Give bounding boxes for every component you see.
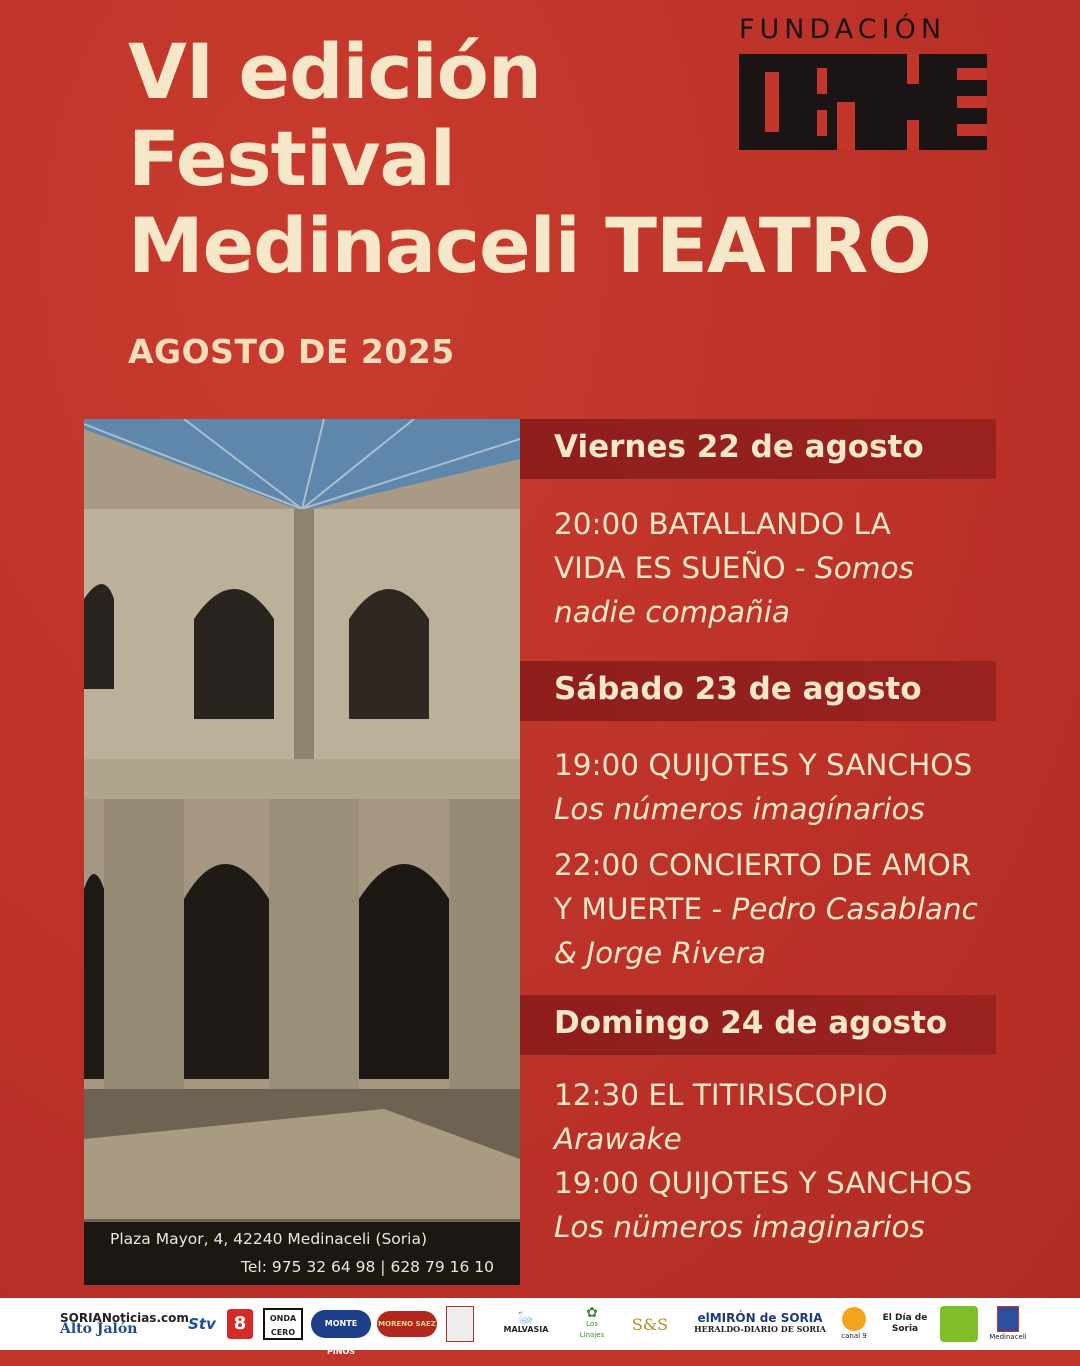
venue-info bbox=[84, 1222, 520, 1285]
sponsor-miron: elMIRÓN de SORIA bbox=[697, 1311, 823, 1325]
event-text: VIDA ES SUEÑO - bbox=[554, 551, 816, 585]
sponsor-soria-noticias bbox=[60, 1304, 189, 1344]
festival-dates: AGOSTO DE 2025 bbox=[128, 332, 455, 371]
sponsor-onda-cero: ONDA CERO bbox=[263, 1308, 303, 1340]
title-line-2: Festival bbox=[128, 114, 455, 203]
event-line: 12:30 EL TITIRISCOPIO bbox=[554, 1078, 888, 1112]
event-line bbox=[554, 887, 1014, 931]
sponsor-canal8: 8 bbox=[227, 1309, 253, 1339]
event-quijotes-sat bbox=[554, 743, 1014, 831]
day-label: Domingo 24 de agosto bbox=[554, 1005, 948, 1041]
sponsor-text: Alto Jalón bbox=[60, 1321, 138, 1337]
flower-icon: ✿ bbox=[586, 1304, 598, 1321]
title-line-3: Medinaceli TEATRO bbox=[128, 201, 931, 290]
sponsor-text: SORIANoticias.com bbox=[60, 1311, 189, 1325]
event-concierto bbox=[554, 843, 1014, 975]
day-label: Viernes 22 de agosto bbox=[554, 429, 924, 465]
event-company: Los números imagínarios bbox=[554, 792, 925, 826]
sponsor-el-dia: El Día de Soria bbox=[882, 1313, 928, 1334]
venue-address: Plaza Mayor, 4, 42240 Medinaceli (Soria) bbox=[110, 1230, 427, 1248]
sponsor-medinaceli: Medinaceli bbox=[989, 1332, 1027, 1341]
event-line: 19:00 QUIJOTES Y SANCHOS bbox=[554, 1166, 973, 1200]
sponsor-green-logo-icon bbox=[940, 1306, 978, 1342]
sponsor-monte-pinos: MONTE PINOS bbox=[311, 1310, 371, 1338]
sponsor-linajes: Los Linajes bbox=[579, 1319, 605, 1339]
sponsor-heraldo: HERALDO-DIARIO DE SORIA bbox=[694, 1324, 826, 1334]
event-company: nadie compañia bbox=[554, 595, 790, 629]
sponsor-ss: S&S bbox=[631, 1314, 669, 1334]
sponsor-malvasia: MALVASIA bbox=[503, 1325, 549, 1334]
event-titiriscopio bbox=[554, 1073, 1014, 1161]
event-line bbox=[554, 546, 1014, 590]
day-label: Sábado 23 de agosto bbox=[554, 671, 922, 707]
day-band-sunday bbox=[520, 995, 996, 1055]
sponsor-portrait-icon bbox=[446, 1306, 474, 1342]
sponsor-canal9: canal 9 bbox=[841, 1331, 867, 1340]
logo-fundacion-text: FUNDACIÓN bbox=[739, 14, 947, 45]
event-line bbox=[554, 1205, 1014, 1249]
fundacion-dearte-logo bbox=[733, 14, 995, 189]
venue-phone: Tel: 975 32 64 98 | 628 79 16 10 bbox=[241, 1258, 494, 1276]
cloister-photo bbox=[84, 419, 520, 1285]
event-line: 20:00 BATALLANDO LA bbox=[554, 507, 891, 541]
event-text: Y MUERTE - bbox=[554, 892, 732, 926]
event-line: 19:00 QUIJOTES Y SANCHOS bbox=[554, 748, 973, 782]
event-company: Arawake bbox=[554, 1122, 682, 1156]
event-company: Somos bbox=[815, 551, 914, 585]
canal9-icon bbox=[842, 1307, 866, 1331]
event-line bbox=[554, 1117, 1014, 1161]
coat-of-arms-icon bbox=[997, 1306, 1019, 1332]
sponsor-moreno-saez: MORENO SAEZ bbox=[377, 1311, 437, 1337]
bird-icon: 🦢 bbox=[517, 1310, 535, 1326]
logo-dearte-mark bbox=[739, 54, 987, 150]
event-company: Los nümeros imaginarios bbox=[554, 1210, 925, 1244]
event-line bbox=[554, 590, 1014, 634]
event-line: 22:00 CONCIERTO DE AMOR bbox=[554, 848, 972, 882]
day-band-saturday bbox=[520, 661, 996, 721]
event-company: & Jorge Rivera bbox=[554, 936, 767, 970]
event-batallando bbox=[554, 502, 1014, 634]
sponsor-stv: Stv bbox=[188, 1314, 216, 1333]
event-line bbox=[554, 931, 1014, 975]
event-quijotes-sun bbox=[554, 1161, 1014, 1249]
event-company: Pedro Casablanc bbox=[731, 892, 978, 926]
day-band-friday bbox=[520, 419, 996, 479]
sponsors-strip bbox=[0, 1298, 1080, 1356]
title-line-1: VI edición bbox=[128, 27, 541, 116]
event-line bbox=[554, 787, 1014, 831]
